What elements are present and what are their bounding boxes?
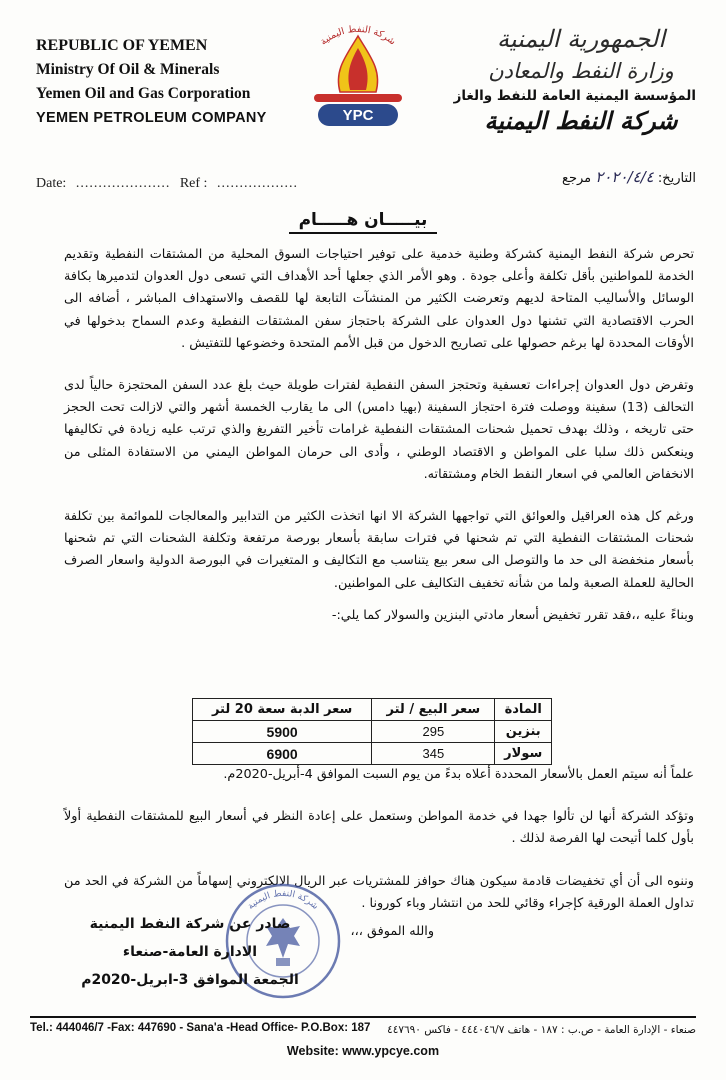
header-arabic	[453, 22, 696, 136]
table-cell-product: بنزين	[495, 721, 552, 743]
ypc-logo-icon	[288, 22, 428, 134]
table-header-row	[193, 699, 552, 721]
header-en-line-2: Ministry Of Oil & Minerals	[36, 61, 220, 78]
ar-date-value: ٢٠٢٠/٤/٤	[595, 168, 654, 186]
paragraph-6: وتؤكد الشركة أنها لن تألوا جهدا في خدمة المواطن وستعمل على إعادة النظر في أسعار البيع للمشتقات النفطية أولاً بأول كلما أتيحت لها الفرصة لذلك .	[64, 809, 694, 847]
logo-arc-text: شركة النفط اليمنية	[318, 23, 398, 48]
header-ar-line-3: المؤسسة اليمنية العامة للنفط والغاز	[453, 88, 696, 104]
body-section-1	[64, 244, 694, 647]
header-ar-line-4: شركة النفط اليمنية	[484, 107, 678, 135]
signature-block	[80, 910, 300, 994]
document-title	[0, 210, 726, 230]
footer-contact-arabic: صنعاء - الإدارة العامة - ص.ب : ١٨٧ - هاتف ٤٤٤٠٤٦/٧ - فاكس ٤٤٧٦٩٠	[387, 1024, 696, 1036]
ref-label: Ref :	[179, 176, 208, 191]
date-label: Date:	[36, 176, 67, 191]
closing-line: والله الموفق ،،،	[350, 924, 434, 940]
header-ar-line-1: الجمهورية اليمنية	[496, 25, 666, 53]
ref-dots: ..................	[216, 176, 298, 191]
dateline-arabic	[562, 168, 696, 186]
header-en-line-4: YEMEN PETROLEUM COMPANY	[36, 110, 267, 126]
footer-website: Website: www.ypcye.com	[286, 1044, 440, 1058]
date-dots: .....................	[75, 176, 171, 191]
logo-text: YPC	[342, 107, 374, 124]
price-table	[192, 698, 552, 765]
paragraph-1: تحرص شركة النفط اليمنية كشركة وطنية خدمية على توفير احتياجات السوق المحلية من المشتقات النفطية وتقديم الخدمة للمواطنين بأقل تكلفة وأعلى جودة . وهو الأمر الذي جعلها أحد الأهداف التي تسعى دول العدوان لتدميرها بكافة الوسائل والأساليب المتاحة لديهم وتعرضت الكثير من المنشآت التابعة لها للقصف والاستهداف المباشر ، أضافه الى الحرب الاقتصادية التي تشنها دول العدوان على الشركة باحتجاز سفن المشتقات النفطية وعدم السماح بدخولها في الأوقات المحددة لها برغم حصولها على تصاريح الدخول من قبل الأمم المتحدة وخضوعها للتفتيش .	[64, 247, 694, 351]
signature-line-3: الجمعة الموافق 3-ابريل-2020م	[81, 972, 299, 988]
signature-line-2: الادارة العامة-صنعاء	[122, 944, 258, 960]
table-cell-price-liter: 345	[372, 743, 495, 765]
header-en-line-1: REPUBLIC OF YEMEN	[36, 37, 208, 54]
header-english	[36, 34, 266, 130]
table-cell-price-can: 5900	[193, 721, 372, 743]
table-header-cell: سعر الدبة سعة 20 لتر	[193, 699, 372, 721]
paragraph-3: ورغم كل هذه العراقيل والعوائق التي تواجهها الشركة الا انها اتخذت الكثير من التدابير والمعالجات للموائمة بين تكلفة شحنات المشتقات النفطية التي تم شحنها في فترات سابقة بأسعار بورصة مرتفعة وتكلفة الشحنات التي تم شحنها بأسعار منخفضة الى حد ما والتوصل الى سعر بيع يتناسب مع التكاليف و المتغيرات في البورصة الدولية واسعار الصرف الحالية للعملة الصعبة ولما من شأنه تخفيف التكاليف على المواطنين.	[64, 509, 694, 591]
paragraph-4: وبناءً عليه ،،فقد تقرر تخفيض أسعار مادتي البنزين والسولار كما يلي:-	[331, 607, 694, 623]
signature-line-1: صادر عن شركة النفط اليمنية	[89, 916, 291, 932]
table-header-cell: سعر البيع / لتر	[372, 699, 495, 721]
header-ar-line-2: وزارة النفط والمعادن	[488, 59, 674, 83]
stamp-arc-text: شركة النفط اليمنية	[245, 888, 320, 912]
footer-contact-english: Tel.: 444046/7 -Fax: 447690 - Sana'a -Head Office- P.O.Box: 187	[30, 1022, 371, 1034]
table-cell-price-can: 6900	[193, 743, 372, 765]
ar-ref-label: مرجع	[562, 171, 592, 186]
ar-date-label: التاريخ:	[657, 171, 696, 186]
table-cell-product: سولار	[495, 743, 552, 765]
table-cell-price-liter: 295	[372, 721, 495, 743]
document-title-text: بيـــــان هـــــام	[289, 210, 438, 234]
table-row	[193, 743, 552, 765]
paragraph-2: وتفرض دول العدوان إجراءات تعسفية وتحتجز السفن النفطية لفترات طويلة حيث بلغ عدد السفن المحتجزة حالياً لدى التحالف (13) سفينة ووصلت فترة احتجاز السفينة (بهيا دامس) الى ما يقارب الخمسة أشهر والتي لازالت تحت الحجز حتى تاريخه ، وذلك بهدف تحميل شحنات المشتقات النفطية غرامات تأخير التفريغ والذي ترتب عليه زيادة في تكاليفها وينعكس ذلك سلبا على المواطن و الاقتصاد الوطني ، وأدى الى حرمان المواطن اليمني من الاستفادة المثلى من الانخفاض العالمي في اسعار النفط الخام ومشتقاته.	[64, 378, 694, 482]
footer-divider	[30, 1016, 696, 1018]
dateline-english	[36, 176, 304, 192]
table-row	[193, 721, 552, 743]
paragraph-7: وننوه الى أن أي تخفيضات قادمة سيكون هناك حوافز للمشتريات عبر الريال الالكتروني إسهاماً من الشركة في الحد من تداول العملة الورقية كإجراء وقائي للحد من انتشار وباء كورونا .	[64, 873, 694, 911]
company-logo	[288, 22, 428, 134]
paragraph-5: علماً أنه سيتم العمل بالأسعار المحددة أعلاه بدءً من يوم السبت الموافق 4-أبريل-2020م.	[223, 767, 694, 782]
table-header-cell: المادة	[495, 699, 552, 721]
header-en-line-3: Yemen Oil and Gas Corporation	[36, 85, 251, 102]
